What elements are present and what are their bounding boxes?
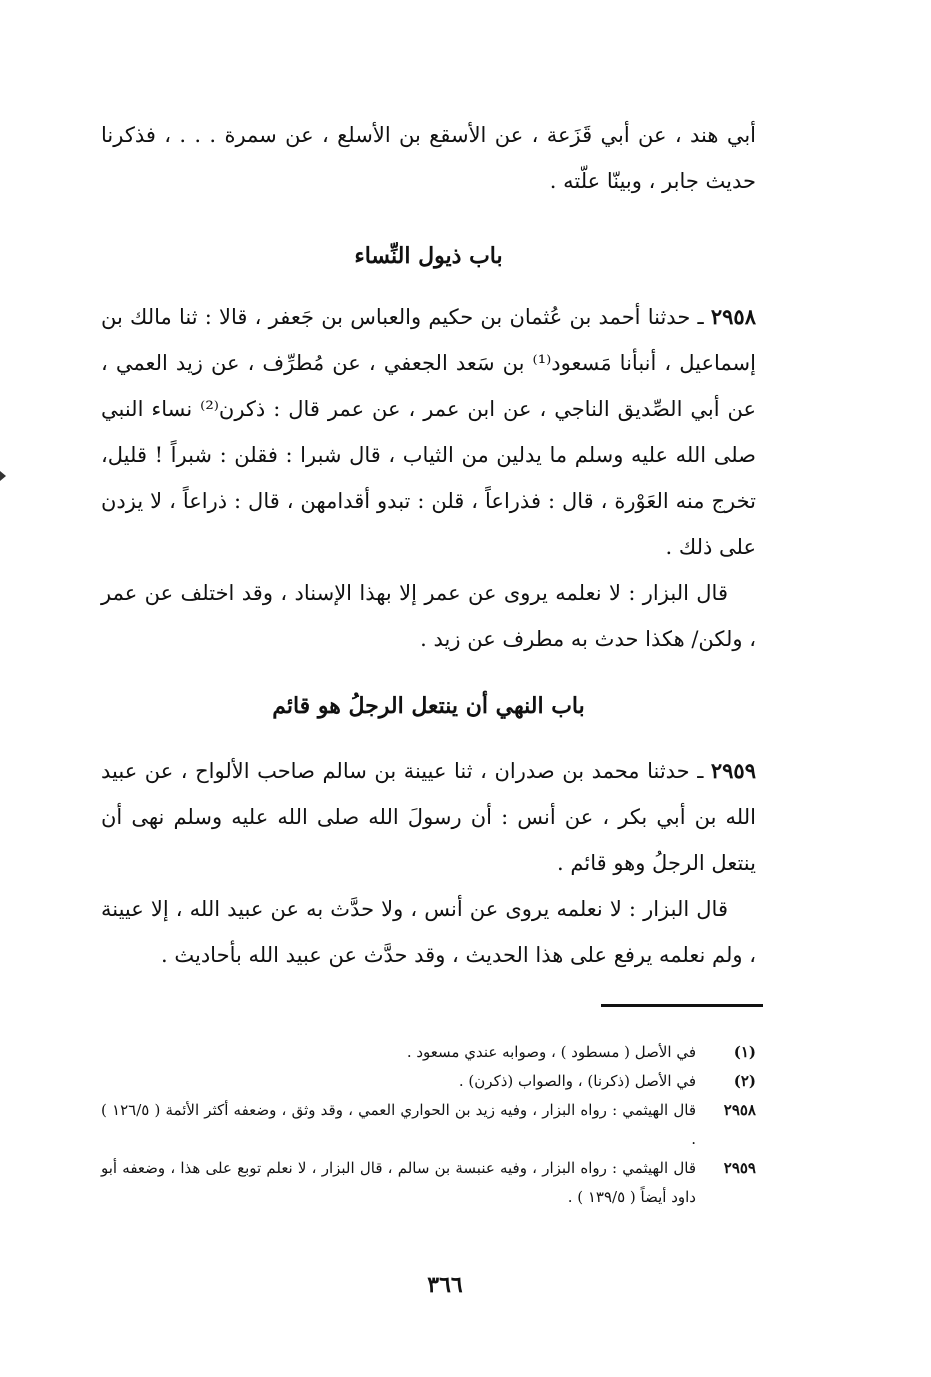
footnote-item [101, 1154, 756, 1212]
hadith-text: ـ حدثنا محمد بن صدران ، ثنا عيينة بن سالم صاحب الألواح ، عن عبيد الله بن أبي بكر ، عن أنس : أن رسولَ الله صلى الله عليه وسلم نهى أن ينتعل الرجلُ وهو قائم . [101, 759, 756, 875]
hadith-number: ٢٩٥٨ [710, 304, 756, 329]
hadith-number: ٢٩٥٩ [710, 758, 756, 783]
chapter-heading-standing-shoes: باب النهي أن ينتعل الرجلُ هو قائم [272, 693, 585, 719]
bazzar-comment: قال البزار : لا نعلمه يروى عن عمر إلا بهذا الإسناد ، وقد اختلف عن عمر ، ولكن/ هكذا حدث به مطرف عن زيد . [101, 581, 756, 651]
footnote-text: قال الهيثمي : رواه البزار ، وفيه زيد بن الحواري العمي ، وقد وثق ، وضعفه أكثر الأئمة ( ١٢٦/٥ ) . [101, 1101, 696, 1148]
footnote-label: (١) [733, 1043, 756, 1061]
footnote-label: (٢) [733, 1072, 756, 1090]
footnote-item [101, 1038, 756, 1067]
hadith-text: ـ حدثنا أحمد بن عُثمان بن حكيم والعباس بن جَعفر ، قالا : ثنا مالك بن إسماعيل ، أنبأنا مَسعود⁽¹⁾ بن سَعد الجعفي ، عن مُطرِّف ، عن زيد العمي ، عن أبي الصِّديق الناجي ، عن ابن عمر ، عن عمر قال : ذكرن⁽²⁾ نساء النبي صلى الله عليه وسلم ما يدلين من الثياب ، قال شبرا : فقلن : شبراً ! قليل، تخرج منه العَوْرة ، قال : فذراعاً ، قلن : تبدو أقدامهن ، قال : ذراعاً ، لا يزدن على ذلك . [101, 305, 756, 559]
hadith-2959 [101, 748, 756, 978]
margin-mark [0, 471, 6, 481]
hadith-2958 [101, 294, 756, 662]
bazzar-comment: قال البزار : لا نعلمه يروى عن أنس ، ولا حدَّث به عن عبيد الله ، إلا عيينة ، ولم نعلمه يرفع على هذا الحديث ، وقد حدَّث عن عبيد الله بأحاديث . [101, 897, 756, 967]
footnote-separator [601, 1004, 763, 1007]
hadith-paragraph [101, 294, 756, 570]
footnotes [101, 1038, 756, 1212]
footnote-text: في الأصل ( مسطود ) ، وصوابه عندي مسعود . [406, 1043, 696, 1061]
hadith-paragraph [101, 748, 756, 886]
page-number: ٣٦٦ [427, 1272, 463, 1298]
footnote-text: في الأصل (ذكرنا) ، والصواب (ذكرن) . [458, 1072, 696, 1090]
footnote-item [101, 1096, 756, 1154]
paragraph-text: أبي هند ، عن أبي قَزَعة ، عن الأسقع بن الأسلع ، عن سمرة . . . ، فذكرنا حديث جابر ، وبينّا علّته . [101, 123, 756, 193]
footnote-label: ٢٩٥٨ [723, 1101, 756, 1119]
chapter-heading-women-hems: باب ذيول النِّساء [354, 243, 503, 269]
footnote-text: قال الهيثمي : رواه البزار ، وفيه عنبسة بن سالم ، قال البزار ، لا نعلم توبع على هذا ، وضعفه أبو داود أيضاً ( ١٣٩/٥ ) . [101, 1159, 696, 1206]
footnote-label: ٢٩٥٩ [723, 1159, 756, 1177]
paragraph-continuation [101, 112, 756, 204]
footnote-item [101, 1067, 756, 1096]
